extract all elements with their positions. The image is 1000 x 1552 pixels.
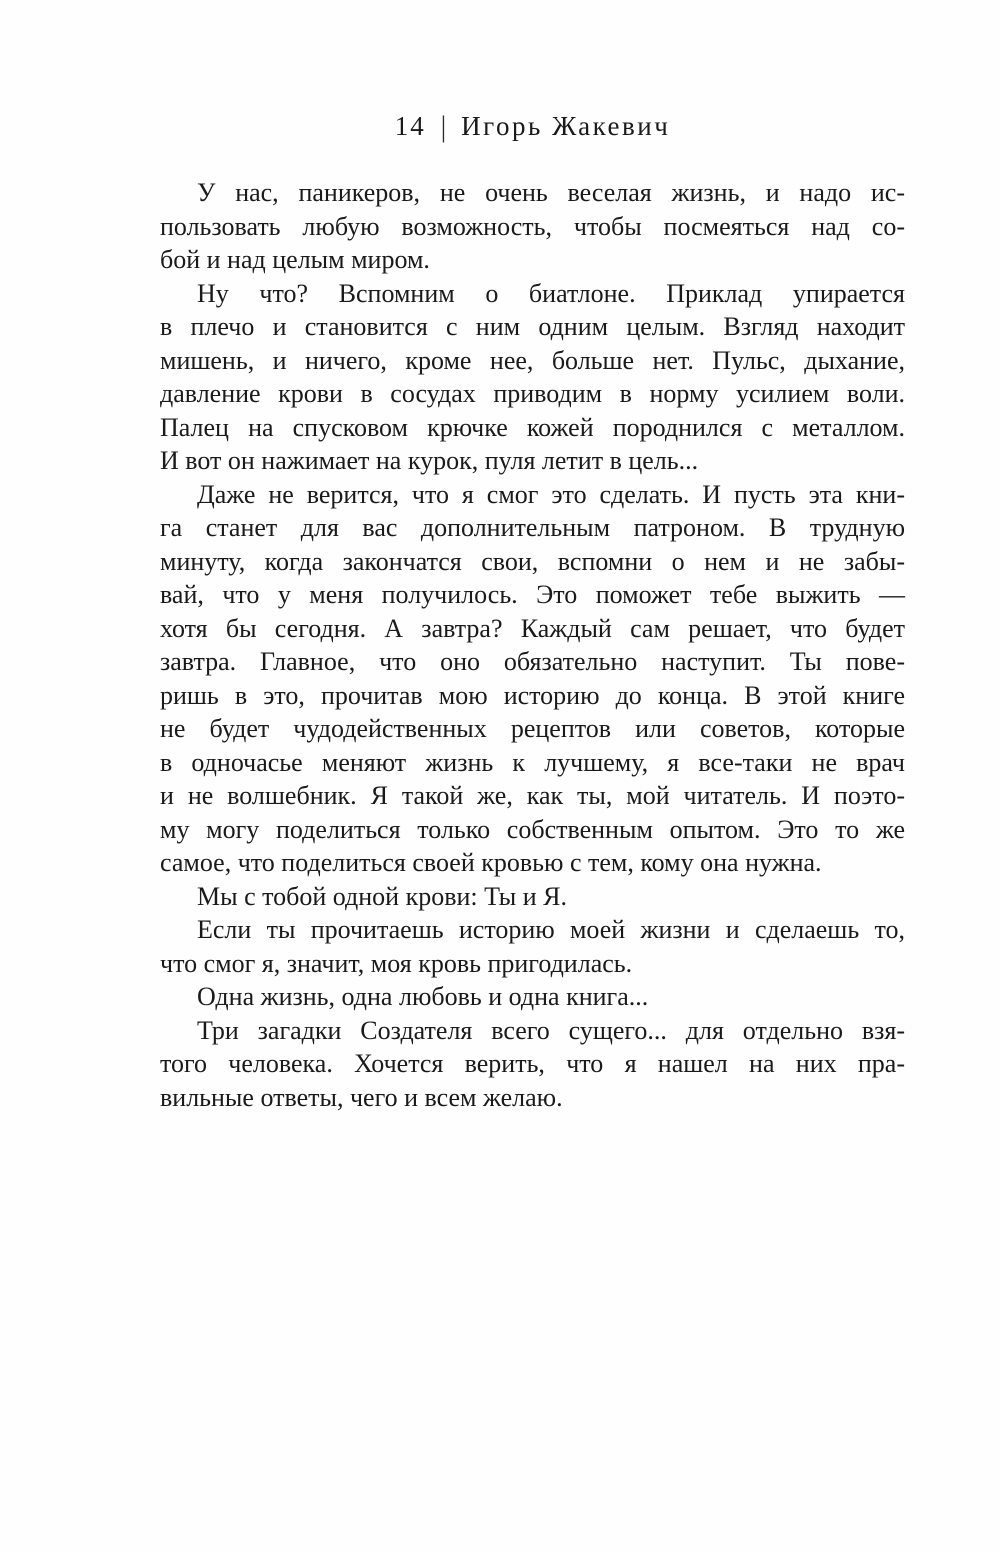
text-line: Палец на спусковом крючке кожей породнился с металлом. [160, 412, 905, 442]
text-line: Даже не верится, что я смог это сделать. И пусть эта кни- [197, 479, 905, 509]
running-head-author: Игорь Жакевич [461, 111, 671, 141]
paragraph [160, 880, 905, 914]
text-line: пользовать любую возможность, чтобы посмеяться над со- [160, 211, 905, 241]
paragraph [160, 1014, 905, 1115]
text-line: хотя бы сегодня. А завтра? Каждый сам решает, что будет [160, 613, 905, 643]
text-line: Три загадки Создателя всего сущего... для отдельно взя- [197, 1015, 905, 1045]
text-line: вильные ответы, чего и всем желаю. [160, 1082, 563, 1112]
text-line: Одна жизнь, одна любовь и одна книга... [197, 982, 649, 1011]
text-line: мишень, и ничего, кроме нее, больше нет. Пульс, дыхание, [160, 345, 905, 375]
text-line: что смог я, значит, моя кровь пригодилась. [160, 948, 633, 978]
text-line: в одночасье меняют жизнь к лучшему, я все-таки не врач [160, 747, 905, 777]
text-line: в плечо и становится с ним одним целым. Взгляд находит [160, 312, 905, 341]
text-line: не будет чудодейственных рецептов или советов, которые [160, 714, 905, 743]
text-line: бой и над целым миром. [160, 245, 430, 274]
text-line: Ну что? Вспомним о биатлоне. Приклад упирается [197, 278, 905, 308]
text-line: У нас, паникеров, не очень веселая жизнь, и надо ис- [197, 178, 905, 207]
text-line: давление крови в сосудах приводим в норму усилием воли. [160, 379, 905, 408]
text-line: га станет для вас дополнительным патроном. В трудную [160, 513, 905, 542]
text-line: Если ты прочитаешь историю моей жизни и сделаешь то, [197, 915, 905, 944]
text-line: вай, что у меня получилось. Это поможет тебе выжить — [160, 580, 905, 609]
paragraph [160, 277, 905, 478]
header-divider: | [440, 109, 447, 143]
text-line: и не волшебник. Я такой же, как ты, мой читатель. И поэто- [160, 781, 905, 810]
paragraph [160, 913, 905, 980]
text-line: ришь в это, прочитав мою историю до конца. В этой книге [160, 680, 905, 710]
running-header [160, 111, 905, 142]
text-line: му могу поделиться только собственным опытом. Это то же [160, 814, 905, 844]
body-text [160, 176, 905, 1114]
text-line: И вот он нажимает на курок, пуля летит в цель... [160, 446, 699, 475]
paragraph [160, 176, 905, 277]
paragraph [160, 980, 905, 1014]
paragraph [160, 478, 905, 880]
text-line: самое, что поделиться своей кровью с тем, кому она нужна. [160, 848, 822, 877]
text-line: завтра. Главное, что оно обязательно наступит. Ты пове- [160, 647, 905, 676]
text-line: того человека. Хочется верить, что я нашел на них пра- [160, 1049, 905, 1078]
page-number: 14 [394, 111, 426, 141]
text-line: Мы с тобой одной крови: Ты и Я. [197, 881, 567, 911]
text-line: минуту, когда закончатся свои, вспомни о нем и не забы- [160, 546, 905, 576]
